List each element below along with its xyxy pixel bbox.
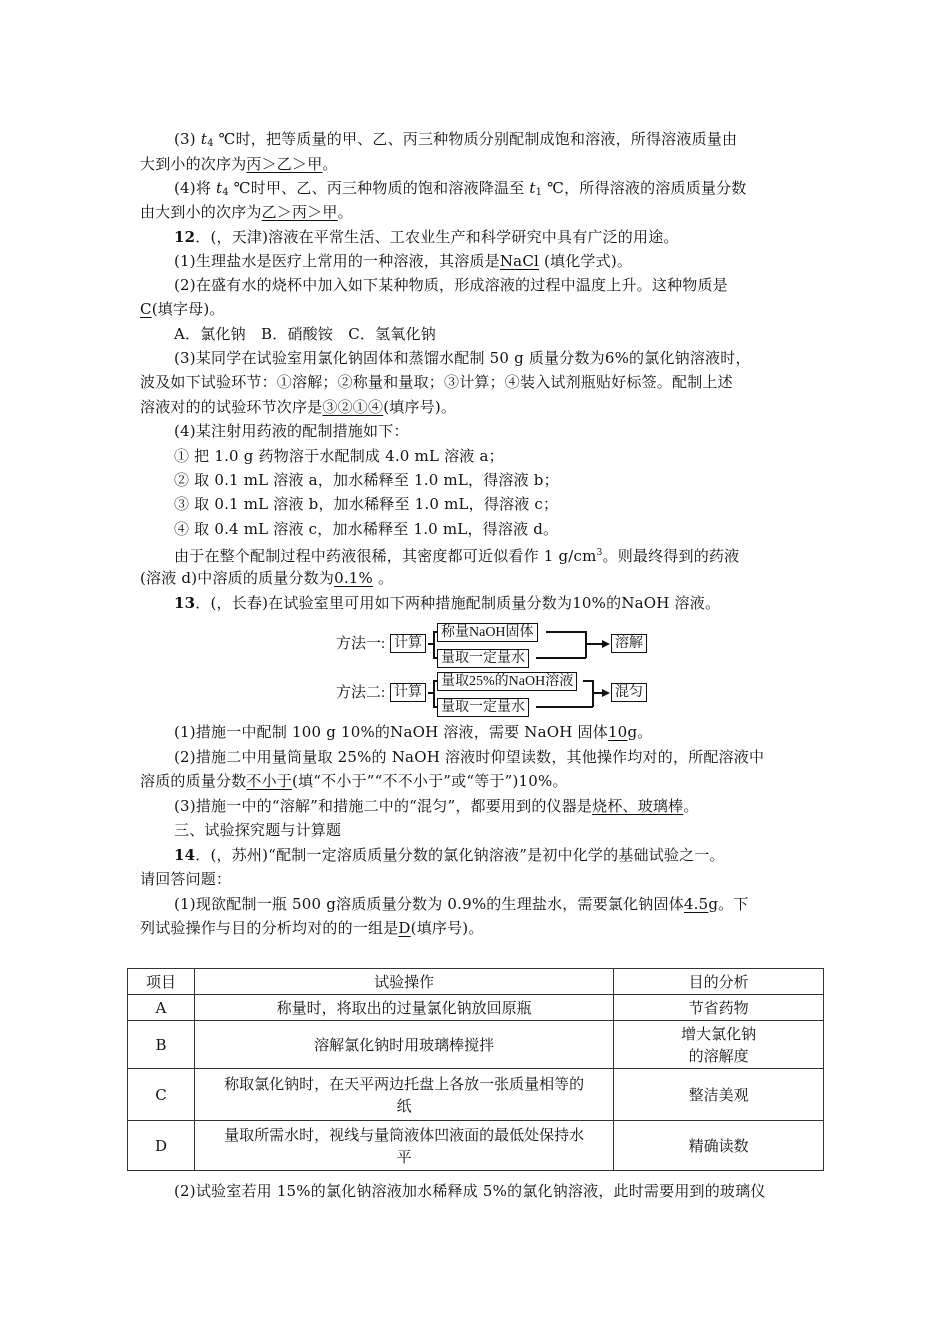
variable-t: t [529,179,536,197]
q12-step2: ② 取 0.1 mL 溶液 a，加水稀释至 1.0 mL，得溶液 b； [174,471,559,489]
q13-part2-line1: (2)措施二中用量筒量取 25%的 NaOH 溶液时仰望读数，其他操作均对的，所配溶液中 [174,748,765,766]
text: 由于在整个配制过程中药液很稀，其密度都可近似看作 1 g/cm [174,547,597,565]
method1-label: 方法一: [336,636,386,652]
connector [433,631,435,658]
q11-part4-line1 [174,177,854,204]
cell-line: 的溶解度 [688,1046,749,1065]
method1-water-box: 量取一定量水 [437,649,529,668]
table-cell: 精确读数 [614,1121,824,1171]
question-number: 12 [174,228,196,246]
table-header-row [128,969,824,995]
text: (1)生理盐水是医疗上常用的一种溶液，其溶质是 [174,252,500,270]
q14-part1-line2 [140,917,820,939]
q12-part3-line2: 波及如下试验环节：①溶解；②称量和量取；③计算；④装入试剂瓶贴好标签。配制上述 [140,373,733,391]
text: (填序号)。 [410,919,484,937]
text: g。下 [708,895,749,913]
table-cell: 称量时，将取出的过量氯化钠放回原瓶 [194,995,613,1021]
cell-line: 增大氯化钠 [681,1024,757,1043]
text: (填字母)。 [151,300,225,318]
method2-water-box: 量取一定量水 [437,698,529,717]
subscript: 4 [207,138,214,149]
text: ℃时甲、乙、丙三种物质的饱和溶液降温至 [228,179,530,197]
connector [546,631,586,633]
q14-heading [174,844,854,866]
q12-part2-line1 [174,274,854,296]
table-header: 试验操作 [194,969,613,995]
text: 大到小的次序为 [140,155,247,173]
table-cell: 整洁美观 [614,1069,824,1121]
text: (3)措施一中的“溶解”和措施二中的“混匀”，都要用到的仪器是 [174,797,593,815]
text: ．(，天津)溶液在平常生活、工农业生产和科学研究中具有广泛的用途。 [195,228,679,246]
table-cell: B [128,1021,195,1069]
text: (填序号)。 [383,398,457,416]
text: (2)在盛有水的烧杯中加入如下某种物质，形成溶液的过程中温度上升。这种物质是 [174,276,728,294]
text: 溶液对的的试验环节次序是 [140,398,323,416]
table-row [128,1069,824,1121]
answer: 0.1% [334,569,373,587]
variable-t: t [200,130,208,148]
q12-heading [174,226,854,248]
text: g。 [627,723,653,741]
answer: 乙＞丙＞甲 [261,203,338,221]
section-heading: 三、试验探究题与计算题 [174,821,342,839]
table-header: 目的分析 [614,969,824,995]
q12-step4: ④ 取 0.4 mL 溶液 c，加水稀释至 1.0 mL，得溶液 d。 [174,520,559,538]
table-header: 项目 [128,969,195,995]
answer: ③②①④ [322,398,384,416]
text: (3) [174,130,201,148]
cell-line: 纸 [396,1096,412,1115]
answer: C [140,300,152,318]
q12-part1 [174,250,854,272]
experiment-table [127,968,824,1171]
q12-step1: ① 把 1.0 g 药物溶于水配制成 4.0 mL 溶液 a； [174,447,504,465]
q12-part5-line1 [174,542,854,567]
q14-heading-line2: 请回答问题： [140,870,232,888]
text: 。 [337,203,353,221]
table-cell: A [128,995,195,1021]
table-cell [194,1121,613,1171]
answer: 烧杯、玻璃棒 [592,797,684,815]
connector [592,680,594,707]
q12-step3: ③ 取 0.1 mL 溶液 b，加水稀释至 1.0 mL，得溶液 c； [174,495,559,513]
table-cell [194,1069,613,1121]
connector [536,706,593,708]
table-row [128,1021,824,1069]
q11-part4-line2 [140,201,820,223]
text: ．(，长春)在试验室里可用如下两种措施配制质量分数为10%的NaOH 溶液。 [195,594,721,612]
subscript: 4 [222,187,229,198]
table-cell: 溶解氯化钠时用玻璃棒搅拌 [194,1021,613,1069]
q12-part3-line3 [140,396,820,418]
cell-line: 平 [396,1147,412,1166]
text: 由大到小的次序为 [140,203,262,221]
arrow-right-icon [602,640,610,648]
table-row [128,1121,824,1171]
q14-part1-line1 [174,893,854,915]
answer: NaCl [499,252,540,270]
connector [536,657,586,659]
table-row [128,995,824,1021]
table-cell: C [128,1069,195,1121]
text: 列试验操作与目的分析均对的的一组是 [140,919,399,937]
text: (1)措施一中配制 100 g 10%的NaOH 溶液，需要 NaOH 固体 [174,723,608,741]
method2-label: 方法二: [336,685,386,701]
text: (填化学式)。 [539,252,633,270]
q12-part5-line2 [140,567,820,589]
q13-part1 [174,721,854,743]
q13-part3 [174,795,854,817]
text: 。 [683,797,699,815]
answer: 10 [607,723,628,741]
q14-part2: (2)试验室若用 15%的氯化钠溶液加水稀释成 5%的氯化钠溶液，此时需要用到的玻璃仪 [174,1182,766,1200]
method2-calc-box: 计算 [390,683,426,702]
superscript: 3 [596,548,603,558]
text: ℃，所得溶液的溶质质量分数 [542,179,747,197]
question-number: 14 [174,846,196,864]
text: (1)现欲配制一瓶 500 g溶质质量分数为 0.9%的生理盐水，需要氯化钠固体 [174,895,684,913]
connector [585,643,603,645]
answer: 不小于 [246,772,293,790]
q13-part2-line2 [140,770,820,792]
q12-part4: (4)某注射用药液的配制措施如下： [174,422,409,440]
method2-mix-box: 混匀 [611,683,647,702]
text: (4)将 [174,179,217,197]
table-cell [614,1021,824,1069]
cell-line: 称取氯化钠时，在天平两边托盘上各放一张质量相等的 [224,1074,585,1093]
cell-line: 量取所需水时，视线与量筒液体凹液面的最低处保持水 [224,1125,585,1144]
text: (溶液 d)中溶质的质量分数为 [140,569,335,587]
q11-part3-line1 [174,128,854,155]
text: 溶质的质量分数 [140,772,247,790]
text: ℃时，把等质量的甲、乙、丙三种物质分别配制成饱和溶液，所得溶液质量由 [213,130,738,148]
arrow-right-icon [602,689,610,697]
q13-heading [174,592,854,614]
method1-calc-box: 计算 [390,634,426,653]
method2-measure-box: 量取25%的NaOH溶液 [437,672,577,691]
text: 。则最终得到的药液 [602,547,740,565]
answer: D [398,919,411,937]
q12-part2-line2 [140,298,820,320]
method1-dissolve-box: 溶解 [611,634,647,653]
text: (填“不小于”“不不小于”或“等于”)10%。 [292,772,568,790]
subscript: 1 [535,187,543,198]
variable-t: t [216,179,223,197]
answer: 4.5 [683,895,709,913]
connector [433,680,435,707]
q12-part3-line1: (3)某同学在试验室用氯化钠固体和蒸馏水配制 50 g 质量分数为6%的氯化钠溶液时， [174,349,751,367]
method1-weigh-box: 称量NaOH固体 [437,623,538,642]
connector [585,631,587,658]
text: ．(，苏州)“配制一定溶质质量分数的氯化钠溶液”是初中化学的基础试验之一。 [195,846,725,864]
table-cell: D [128,1121,195,1171]
text: 。 [322,155,338,173]
question-number: 13 [174,594,196,612]
answer: 丙＞乙＞甲 [246,155,323,173]
text: 。 [373,569,394,587]
q12-options: A．氯化钠 B．硝酸铵 C．氢氧化钠 [174,325,436,343]
table-cell: 节省药物 [614,995,824,1021]
q11-part3-line2 [140,153,820,175]
